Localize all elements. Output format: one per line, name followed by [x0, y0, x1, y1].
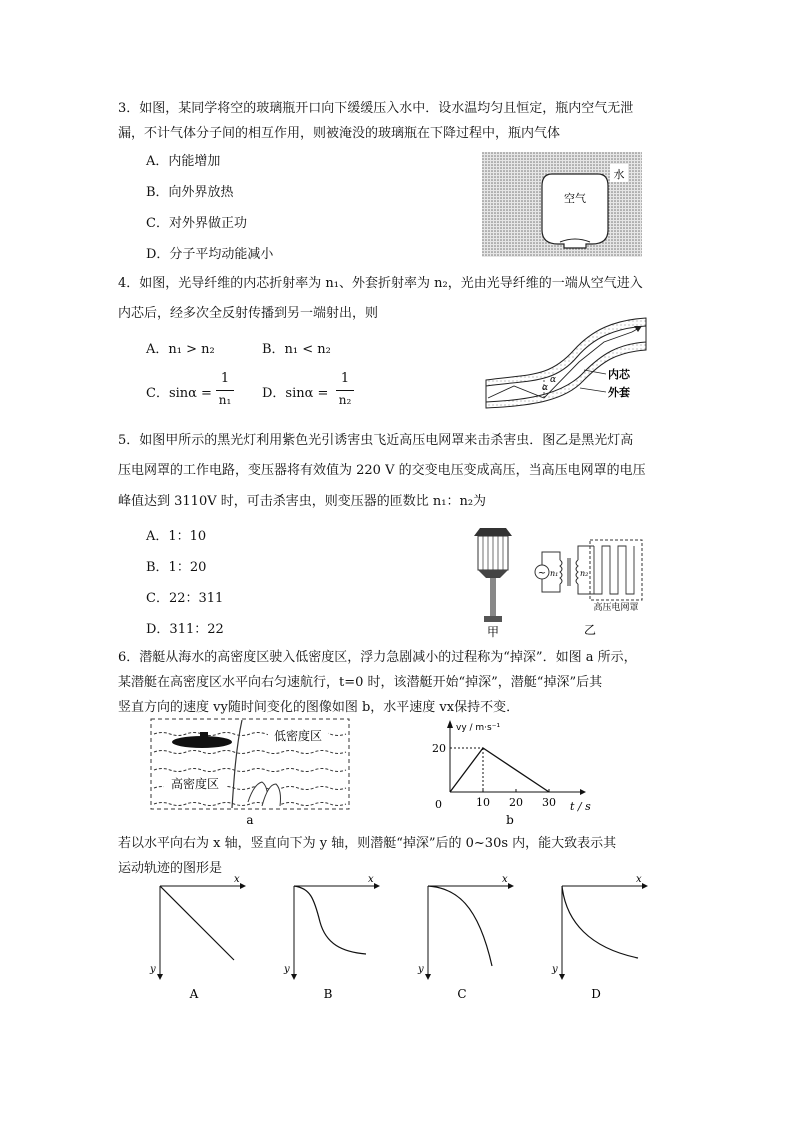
choice-c-x-label: x — [502, 874, 508, 885]
x-tick-label-30: 30 — [542, 796, 556, 809]
chart-origin-label: 0 — [435, 798, 442, 811]
fig-b-caption: b — [506, 813, 514, 827]
q6-stem-line5: 运动轨迹的图形是 — [118, 861, 223, 876]
x-tick-label-10: 10 — [476, 796, 490, 809]
choice-d-y-label: y — [552, 964, 558, 975]
angle-alpha-1: α — [542, 383, 549, 393]
high-density-label: 高密度区 — [170, 777, 220, 791]
q5-lamp-figure — [468, 520, 518, 640]
q5-stem-line3: 峰值达到 3110V 时，可击杀害虫，则变压器的匝数比 n₁：n₂为 — [118, 494, 487, 509]
q6-stem-line4: 若以水平向右为 x 轴，竖直向下为 y 轴，则潜艇“掉深”后的 0~30s 内，能大致表示其 — [118, 836, 617, 851]
grid-label: 高压电网罩 — [593, 603, 639, 613]
fig-yi-label: 乙 — [583, 623, 597, 637]
lamp-base — [478, 570, 508, 578]
choice-b-y-label: y — [284, 964, 290, 975]
q6-stem-line2: 某潜艇在高密度区水平向右匀速航行，t=0 时，该潜艇开始“掉深”，潜艇“掉深”后其 — [118, 675, 603, 690]
choice-b-trajectory — [294, 886, 366, 954]
fig-jia-label: 甲 — [486, 625, 500, 639]
n2-label: n₂ — [580, 569, 589, 578]
chart-x-label: t / s — [570, 800, 591, 813]
lamp-pole — [490, 578, 496, 616]
q5-option-b: B．1：20 — [146, 560, 207, 575]
water-label: 水 — [613, 168, 625, 181]
choice-c-trajectory — [428, 886, 492, 966]
choice-c-y-label: y — [418, 964, 424, 975]
q4-option-d-prefix: D．sinα = — [262, 386, 329, 401]
q5-option-c: C．22：311 — [146, 591, 224, 606]
q3-option-a: A．内能增加 — [146, 154, 221, 169]
q4-option-d-numerator: 1 — [340, 371, 350, 386]
choice-b-x-label: x — [368, 874, 374, 885]
choice-c-graph — [416, 872, 516, 1004]
q3-option-c: C．对外界做正功 — [146, 216, 247, 231]
q4-stem-line2: 内芯后，经多次全反射传播到另一端射出，则 — [118, 306, 379, 321]
low-density-label: 低密度区 — [273, 729, 323, 743]
n1-label: n₁ — [550, 569, 559, 578]
fig-a-caption: a — [246, 813, 254, 827]
q4-option-c-fraction-bar — [216, 390, 234, 391]
q4-fiber-figure — [484, 312, 649, 412]
q4-option-c-denominator: n₁ — [218, 393, 232, 407]
air-label: 空气 — [564, 192, 586, 205]
choice-a-graph — [148, 872, 248, 1004]
chart-x-axis-arrow — [580, 789, 586, 795]
lamp-stand — [484, 616, 502, 622]
choice-d-graph — [550, 872, 650, 1004]
q4-option-d-fraction-bar — [336, 390, 354, 391]
clad-leader-line — [580, 388, 606, 392]
q3-bottle-figure — [482, 152, 642, 257]
q6-figure-b-chart — [420, 718, 600, 828]
q3-option-b: B．向外界放热 — [146, 185, 234, 200]
angle-alpha-2: α — [550, 375, 557, 385]
clad-label: 外套 — [608, 386, 630, 399]
choice-d-label: D — [591, 987, 601, 1001]
primary-coil — [560, 560, 562, 584]
glass-bottle — [542, 174, 608, 248]
lamp-cap — [474, 528, 512, 536]
q3-option-d: D．分子平均动能减小 — [146, 247, 274, 262]
q4-option-b: B．n₁ < n₂ — [262, 342, 331, 357]
vy-series-line — [450, 748, 549, 792]
q5-circuit-figure — [528, 538, 648, 638]
choice-d-x-label: x — [636, 874, 642, 885]
q4-option-c-prefix: C．sinα = — [146, 386, 212, 401]
q3-stem-line1: 3．如图，某同学将空的玻璃瓶开口向下缓缓压入水中．设水温均匀且恒定，瓶内空气无泄 — [118, 101, 634, 116]
choice-c-label: C — [457, 987, 467, 1001]
choice-a-trajectory — [160, 886, 234, 960]
secondary-coil — [576, 560, 578, 584]
grid-wires — [594, 546, 634, 594]
choice-d-trajectory — [562, 886, 638, 958]
x-tick-label-20: 20 — [509, 796, 523, 809]
choice-b-graph — [282, 872, 382, 1004]
chart-y-label: vy / m·s⁻¹ — [456, 723, 501, 733]
q6-stem-line3: 竖直方向的速度 vy随时间变化的图像如图 b，水平速度 vx保持不变． — [118, 700, 520, 715]
chart-y-axis-arrow — [447, 720, 453, 728]
choice-b-label: B — [323, 987, 333, 1001]
q3-stem-line2: 漏，不计气体分子间的相互作用，则被淹没的玻璃瓶在下降过程中，瓶内气体 — [118, 126, 561, 141]
y-tick-label-20: 20 — [432, 742, 446, 755]
core-label: 内芯 — [608, 368, 630, 381]
q5-option-d: D．311：22 — [146, 622, 224, 637]
q6-figure-a — [150, 718, 360, 828]
choice-a-x-label: x — [234, 874, 240, 885]
q4-option-a: A．n₁ > n₂ — [146, 342, 215, 357]
q4-option-d-denominator: n₂ — [338, 393, 352, 407]
q4-stem-line1: 4．如图，光导纤维的内芯折射率为 n₁、外套折射率为 n₂，光由光导纤维的一端从空气进入 — [118, 276, 643, 291]
q6-stem-line1: 6．潜艇从海水的高密度区驶入低密度区，浮力急剧减小的过程称为“掉深”．如图 a 所示， — [118, 650, 637, 665]
q5-option-a: A．1：10 — [146, 529, 207, 544]
choice-a-y-label: y — [150, 964, 156, 975]
ac-source-symbol: ~ — [537, 568, 547, 579]
q5-stem-line2: 压电网罩的工作电路，变压器将有效值为 220 V 的交变电压变成高压，当高压电网罩的电压 — [118, 463, 646, 478]
q5-stem-line1: 5．如图甲所示的黑光灯利用紫色光引诱害虫飞近高压电网罩来击杀害虫．图乙是黑光灯高 — [118, 433, 634, 448]
choice-a-label: A — [189, 987, 199, 1001]
q4-option-c-numerator: 1 — [220, 371, 230, 386]
